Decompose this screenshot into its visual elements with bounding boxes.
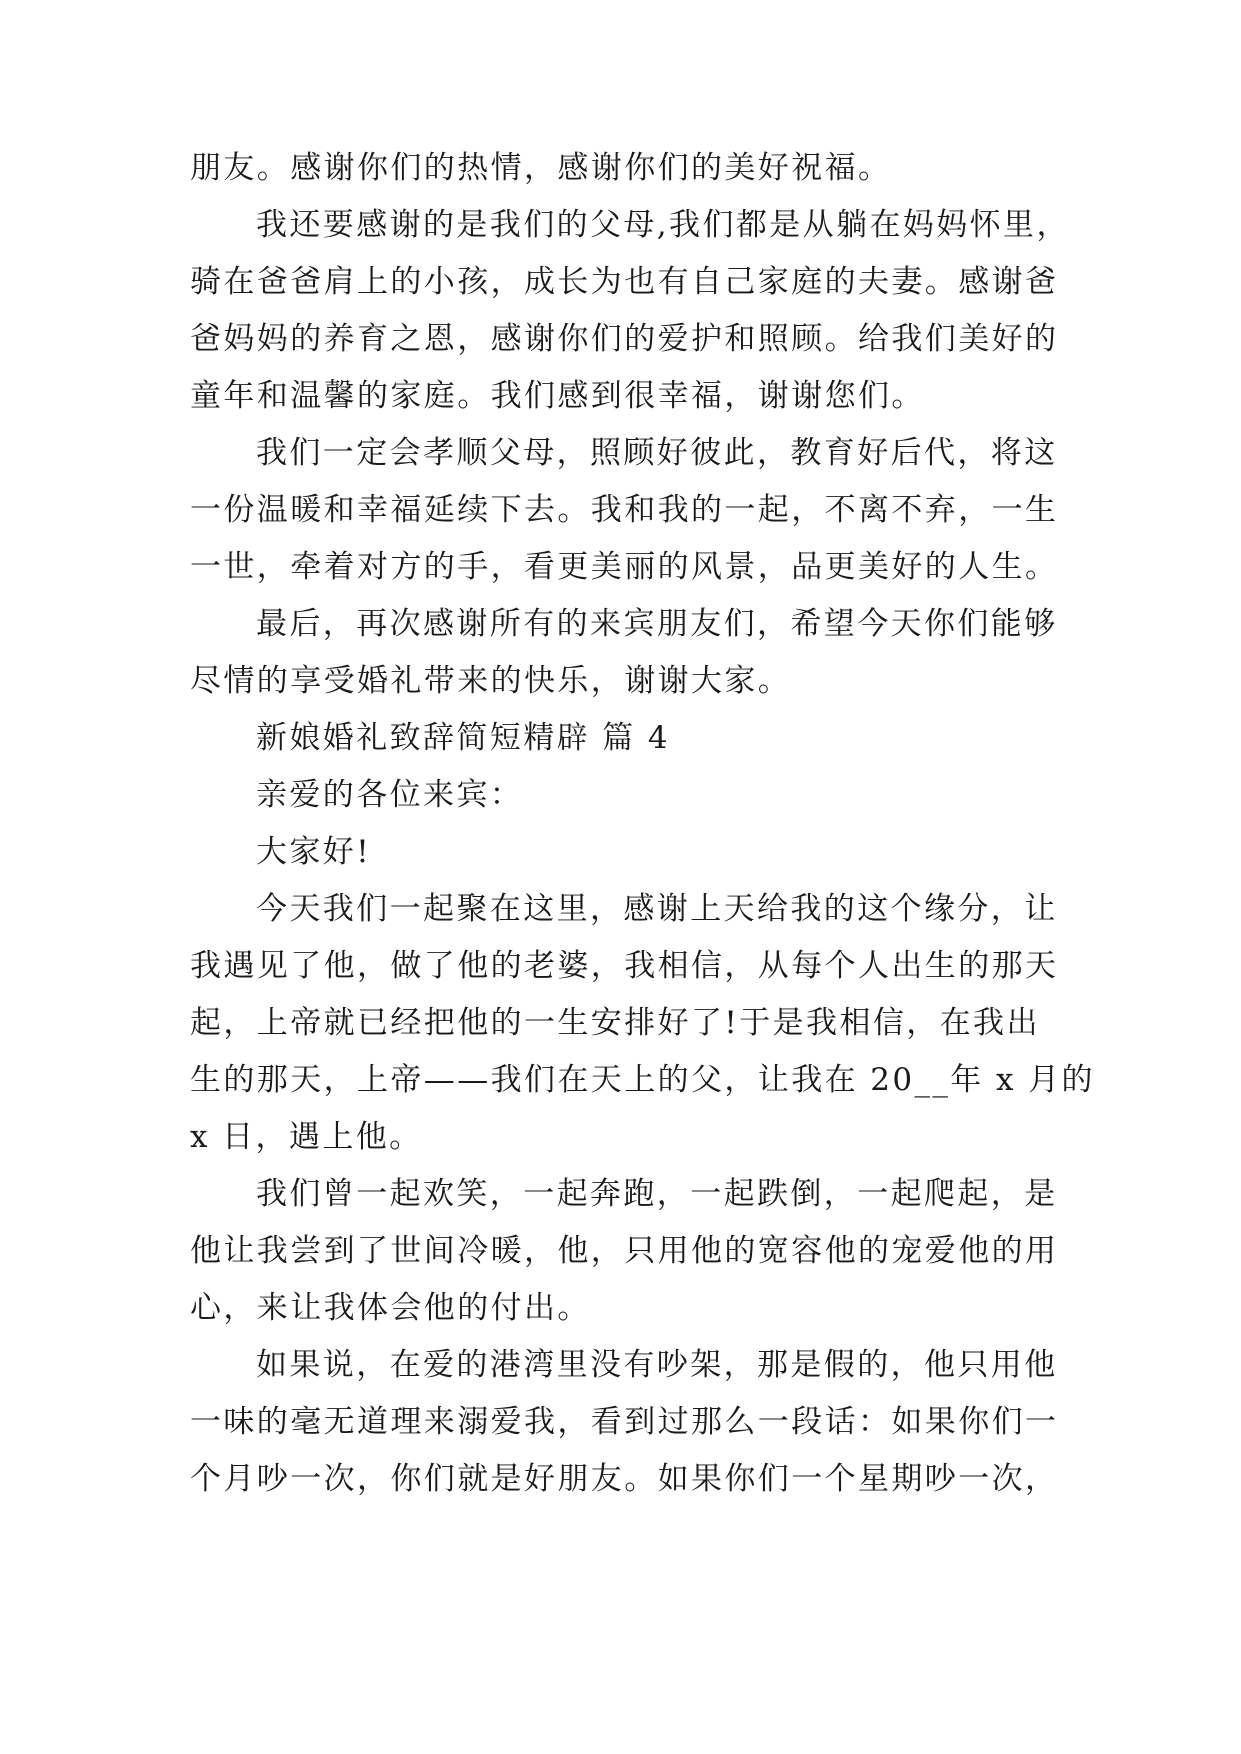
text-line: 我还要感谢的是我们的父母,我们都是从躺在妈妈怀里， (256, 207, 1070, 243)
text-line: 朋友。感谢你们的热情，感谢你们的美好祝福。 (190, 150, 892, 186)
text-line: 童年和温馨的家庭。我们感到很幸福，谢谢您们。 (190, 378, 925, 414)
text-line: 他让我尝到了世间冷暖，他，只用他的宽容他的宠爱他的用 (190, 1233, 1059, 1269)
greeting: 大家好! (256, 834, 372, 870)
text-line: 骑在爸爸肩上的小孩，成长为也有自己家庭的夫妻。感谢爸 (190, 264, 1059, 300)
text-line: 一味的毫无道理来溺爱我，看到过那么一段话：如果你们一 (190, 1404, 1059, 1440)
salutation: 亲爱的各位来宾： (256, 777, 524, 813)
text-line: 今天我们一起聚在这里，感谢上天给我的这个缘分，让 (256, 891, 1058, 927)
text-line: 个月吵一次，你们就是好朋友。如果你们一个星期吵一次， (190, 1461, 1059, 1497)
text-line: 我们曾一起欢笑，一起奔跑，一起跌倒，一起爬起，是 (256, 1176, 1058, 1212)
text-line: 生的那天，上帝——我们在天上的父，让我在 20__年 x 月的 (190, 1062, 1095, 1098)
text-line: 如果说，在爱的港湾里没有吵架，那是假的，他只用他 (256, 1347, 1058, 1383)
text-line: 爸妈妈的养育之恩，感谢你们的爱护和照顾。给我们美好的 (190, 321, 1059, 357)
text-line: 一份温暖和幸福延续下去。我和我的一起，不离不弃，一生 (190, 492, 1059, 528)
text-line: 我们一定会孝顺父母，照顾好彼此，教育好后代，将这 (256, 435, 1058, 471)
text-line: x 日，遇上他。 (190, 1119, 423, 1155)
section-heading: 新娘婚礼致辞简短精辟 篇 4 (256, 720, 671, 756)
text-line: 起，上帝就已经把他的一生安排好了!于是我相信，在我出 (190, 1005, 1040, 1041)
text-line: 心，来让我体会他的付出。 (190, 1290, 591, 1326)
text-line: 尽情的享受婚礼带来的快乐，谢谢大家。 (190, 663, 792, 699)
text-line: 我遇见了他，做了他的老婆，我相信，从每个人出生的那天 (190, 948, 1059, 984)
text-line: 最后，再次感谢所有的来宾朋友们，希望今天你们能够 (256, 606, 1058, 642)
text-line: 一世，牵着对方的手，看更美丽的风景，品更美好的人生。 (190, 549, 1059, 585)
